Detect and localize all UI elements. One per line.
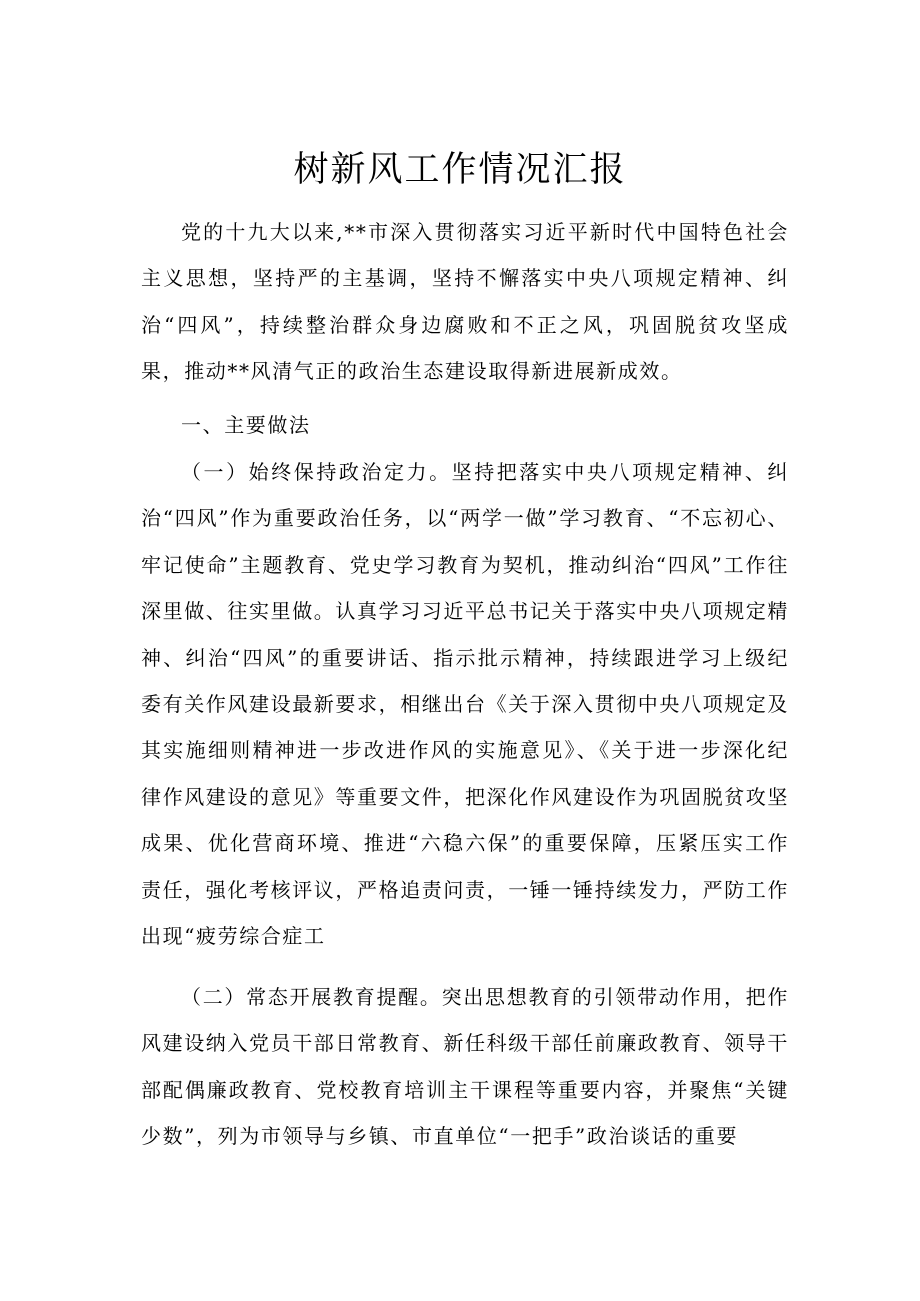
section-heading-main-practices: 一、主要做法 — [181, 413, 311, 437]
paragraph-education-reminders: （二）常态开展教育提醒。突出思想教育的引领带动作用，把作风建设纳入党员干部日常教育、新任科级干部任前廉政教育、领导干部配偶廉政教育、党校教育培训主干课程等重要内容，并聚焦“关键少数”，列为市领导与乡镇、市直单位“一把手”政治谈话的重要 — [141, 985, 789, 1149]
paragraph-political-resolve: （一）始终保持政治定力。坚持把落实中央八项规定精神、纠治“四风”作为重要政治任务，以“两学一做”学习教育、“不忘初心、牢记使命”主题教育、党史学习教育为契机，推动纠治“四风”工作往深里做、往实里做。认真学习习近平总书记关于落实中央八项规定精神、纠治“四风”的重要讲话、指示批示精神，持续跟进学习上级纪委有关作风建设最新要求，相继出台《关于深入贯彻中央八项规定及其实施细则精神进一步改进作风的实施意见》、《关于进一步深化纪律作风建设的意见》等重要文件，把深化作风建设作为巩固脱贫攻坚成果、优化营商环境、推进“六稳六保”的重要保障，压紧压实工作责任，强化考核评议，严格追责问责，一锤一锤持续发力，严防工作出现“疲劳综合症工 — [141, 460, 789, 949]
document-title: 树新风工作情况汇报 — [293, 150, 627, 190]
intro-paragraph: 党的十九大以来,**市深入贯彻落实习近平新时代中国特色社会主义思想，坚持严的主基调，坚持不懈落实中央八项规定精神、纠治“四风”，持续整治群众身边腐败和不正之风，巩固脱贫攻坚成果，推动**风清气正的政治生态建设取得新进展新成效。 — [141, 220, 789, 384]
